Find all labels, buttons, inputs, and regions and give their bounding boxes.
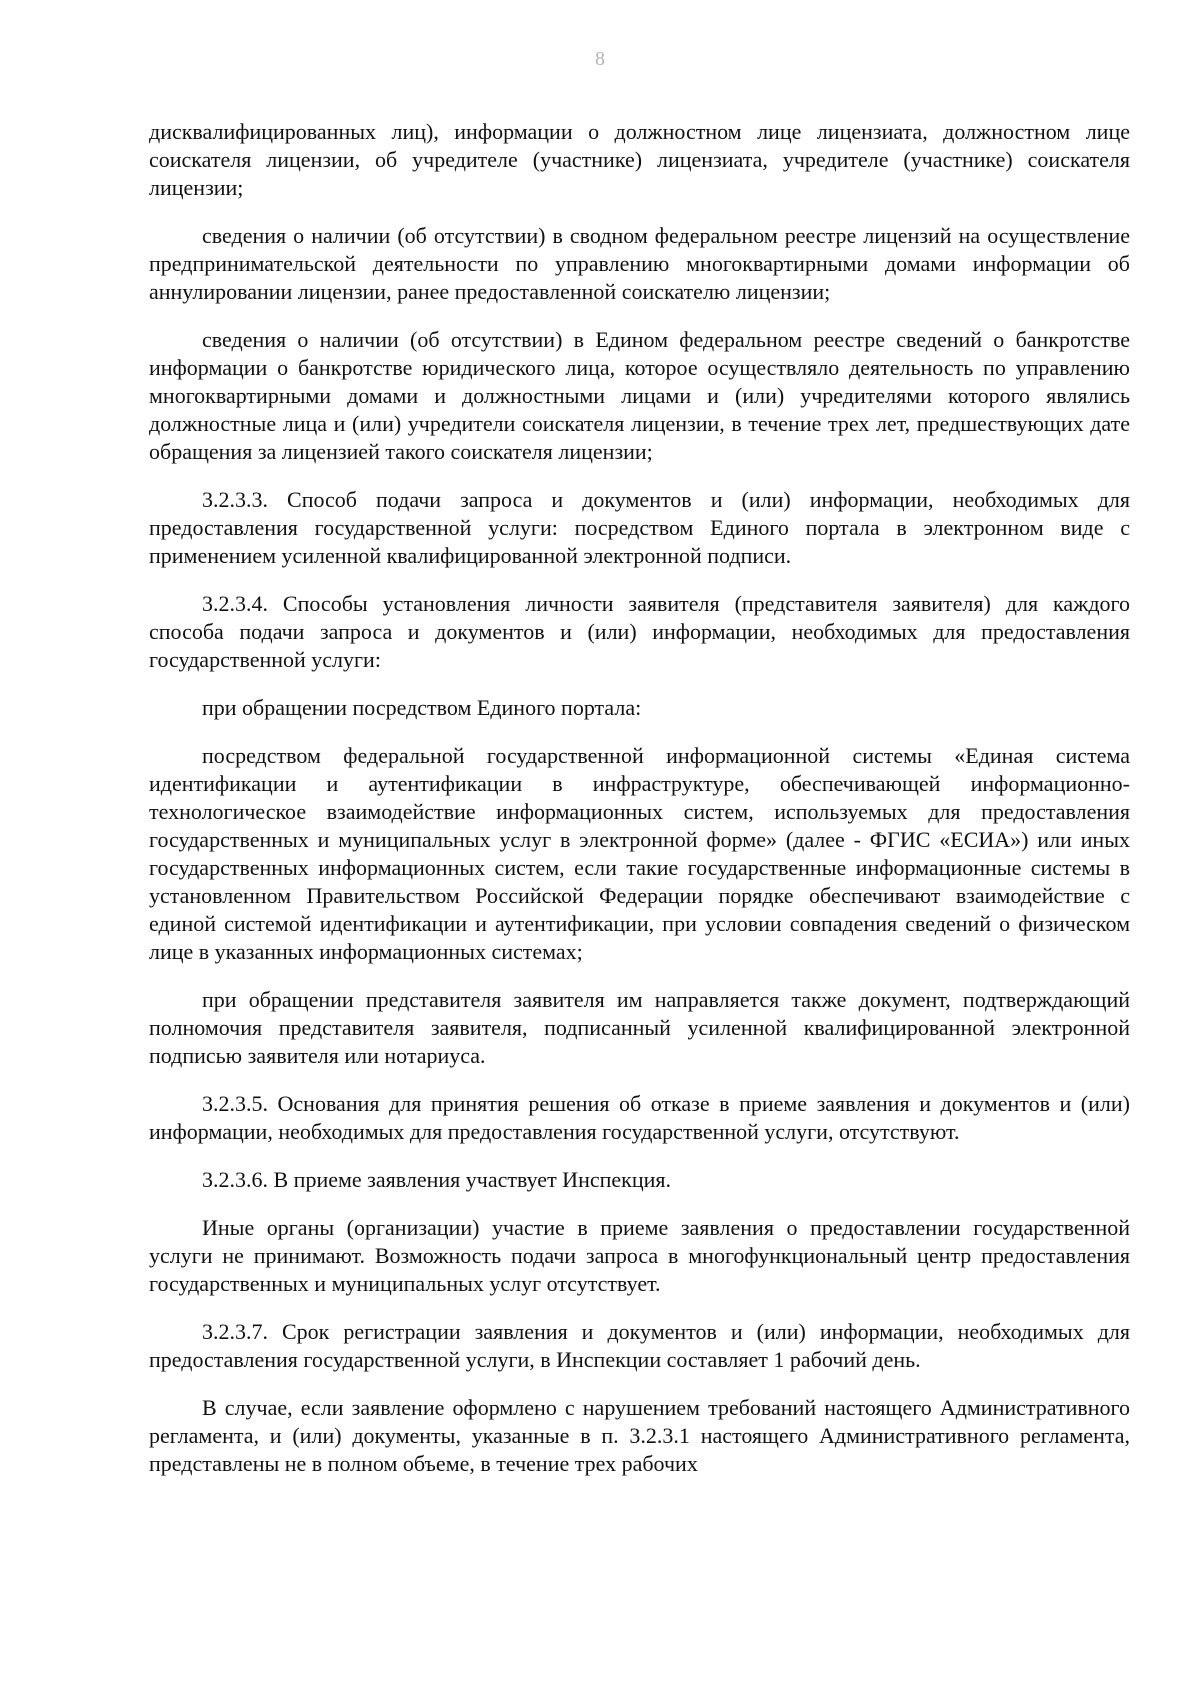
paragraph-3-2-3-4: 3.2.3.4. Способы установления личности заявителя (представителя заявителя) для каждого способа подачи запроса и документов и (или) информации, необходимых для предоставления государственной услуги:: [149, 591, 1130, 672]
page-number: 8: [595, 48, 605, 70]
paragraph-representative: при обращении представителя заявителя им направляется также документ, подтверждающий полномочия представителя заявителя, подписанный усиленной квалифицированной электронной подписью заявителя или нотариуса.: [149, 987, 1130, 1068]
paragraph-3-2-3-5: 3.2.3.5. Основания для принятия решения об отказе в приеме заявления и документов и (или) информации, необходимых для предоставления государственной услуги, отсутствуют.: [149, 1091, 1130, 1144]
paragraph-violation-case: В случае, если заявление оформлено с нарушением требований настоящего Административного регламента, и (или) документы, указанные в п. 3.2.3.1 настоящего Административного регламента, представлены не в полном объеме, в течение трех рабочих: [149, 1395, 1130, 1476]
paragraph-fgis-esia: посредством федеральной государственной информационной системы «Единая система идентификации и аутентификации в инфраструктуре, обеспечивающей информационно-технологическое взаимодействие информационных систем, используемых для предоставления государственных и муниципальных услуг в электронной форме» (далее - ФГИС «ЕСИА») или иных государственных информационных систем, если такие государственные информационные системы в установленном Правительством Российской Федерации порядке обеспечивают взаимодействие с единой системой идентификации и аутентификации, при условии совпадения сведений о физическом лице в указанных информационных системах;: [149, 743, 1130, 964]
paragraph-other-bodies: Иные органы (организации) участие в приеме заявления о предоставлении государственной услуги не принимают. Возможность подачи запроса в многофункциональный центр предоставления государственных и муниципальных услуг отсутствует.: [149, 1215, 1130, 1296]
document-body: [149, 118, 1130, 1498]
paragraph-3-2-3-6: 3.2.3.6. В приеме заявления участвует Инспекция.: [202, 1167, 672, 1192]
paragraph-continuation: дисквалифицированных лиц), информации о должностном лице лицензиата, должностном лице соискателя лицензии, об учредителе (участнике) лицензиата, учредителе (участнике) соискателя лицензии;: [149, 119, 1130, 200]
paragraph-3-2-3-3: 3.2.3.3. Способ подачи запроса и документов и (или) информации, необходимых для предоставления государственной услуги: посредством Единого портала в электронном виде с применением усиленной квалифицированной электронной подписи.: [149, 487, 1130, 568]
paragraph-3-2-3-7: 3.2.3.7. Срок регистрации заявления и документов и (или) информации, необходимых для предоставления государственной услуги, в Инспекции составляет 1 рабочий день.: [149, 1319, 1130, 1372]
paragraph-federal-registry: сведения о наличии (об отсутствии) в сводном федеральном реестре лицензий на осуществление предпринимательской деятельности по управлению многоквартирными домами информации об аннулировании лицензии, ранее предоставленной соискателю лицензии;: [149, 223, 1130, 304]
paragraph-portal-request: при обращении посредством Единого портала:: [202, 695, 642, 720]
paragraph-bankruptcy-registry: сведения о наличии (об отсутствии) в Едином федеральном реестре сведений о банкротстве информации о банкротстве юридического лица, которое осуществляло деятельность по управлению многоквартирными домами и должностными лицами и (или) учредителями которого являлись должностные лица и (или) учредители соискателя лицензии, в течение трех лет, предшествующих дате обращения за лицензией такого соискателя лицензии;: [149, 327, 1130, 464]
